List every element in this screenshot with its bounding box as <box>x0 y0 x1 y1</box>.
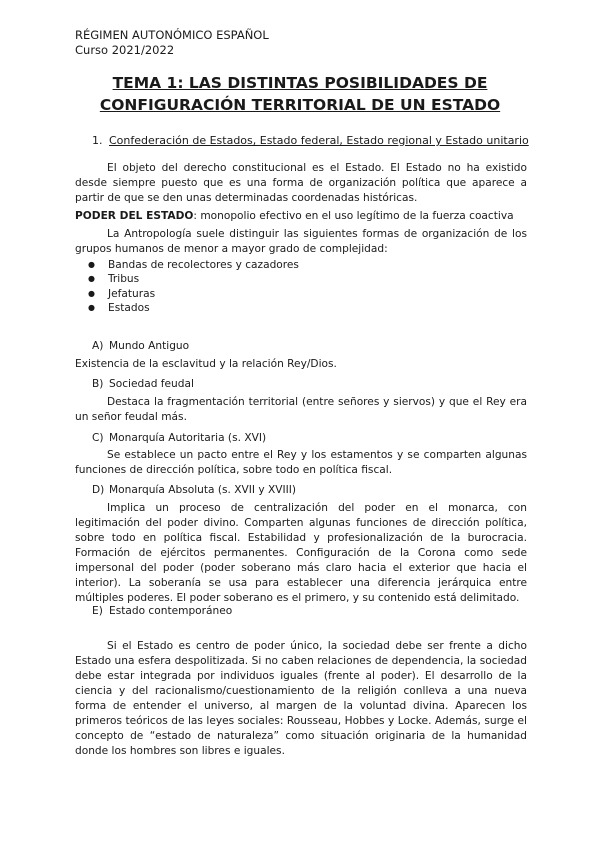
subsection-d-text: Implica un proceso de centralización del poder en el monarca, con legitimación del poder divino. Comparten algunas funciones de dirección política, sobre todo en política fiscal. Estabilidad y profesionalización de la burocracia. Formación de ejércitos permanentes. Configuración de la Corona como sede impersonal del poder (poder soberano más claro hacia el exterior que hacia el interior). La soberanía se usa para establecer una diferencia jerárquica entre múltiples poderes. El poder soberano es el primero, y su contenido está delimitado. <box>75 502 527 604</box>
header-course-year: Curso 2021/2022 <box>75 43 175 57</box>
subsection-a-text: Existencia de la esclavitud y la relación Rey/Dios. <box>75 358 337 370</box>
subsection-c-text: Se establece un pacto entre el Rey y los estamentos y se comparten algunas funciones de dirección política, sobre todo en política fiscal. <box>75 449 527 476</box>
list-item: ● Estados <box>88 301 150 314</box>
subsection-a-heading: A) Mundo Antiguo <box>92 340 190 352</box>
poder-text: : monopolio efectivo en el uso legítimo de la fuerza coactiva <box>193 210 514 222</box>
poder-label: PODER DEL ESTADO <box>75 210 194 222</box>
list-item: ● Tribus <box>88 273 140 286</box>
subsection-e-heading: E) Estado contemporáneo <box>92 605 233 617</box>
section-heading <box>92 134 529 147</box>
bullet-icon: ● <box>88 288 95 298</box>
bullet-icon: ● <box>88 274 95 284</box>
bullet-icon: ● <box>88 302 95 312</box>
subsection-b-heading: B) Sociedad feudal <box>92 378 194 390</box>
subsection-e-text: Si el Estado es centro de poder único, la sociedad debe ser frente a dicho Estado una esfera despolitizada. Si no caben relaciones de dependencia, la sociedad debe estar integrada por individuos iguales (frente al poder). El desarrollo de la ciencia y del racionalismo/cuestionamiento de la religión conlleva a una nueva forma de entender el universo, al margen de la voluntad divina. Aparecen los primeros teóricos de las leyes sociales: Rousseau, Hobbes y Locke. Además, surge el concepto de “estado de naturaleza” como situación originaria de la humanidad donde los hombres son libres e iguales. <box>75 640 527 757</box>
title-line-1: TEMA 1: LAS DISTINTAS POSIBILIDADES DE <box>112 74 488 92</box>
section-number: 1. <box>92 134 103 147</box>
subsection-d-heading: D) Monarquía Absoluta (s. XVII y XVIII) <box>92 484 297 496</box>
paragraph-intro: El objeto del derecho constitucional es el Estado. El Estado no ha existido desde siempre puesto que es una forma de organización política que aparece a partir de que se den unas determinadas coordenadas históricas. <box>75 162 527 204</box>
organization-list <box>88 258 299 315</box>
paragraph-antropologia: La Antropología suele distinguir las siguientes formas de organización de los grupos humanos de menor a mayor grado de complejidad: <box>75 228 527 255</box>
header-course-name: RÉGIMEN AUTONÓMICO ESPAÑOL <box>75 28 269 42</box>
list-item: ● Jefaturas <box>88 287 156 300</box>
subsection-b-text: Destaca la fragmentación territorial (entre señores y siervos) y que el Rey era un señor feudal más. <box>75 396 527 423</box>
list-item: ● Bandas de recolectores y cazadores <box>88 259 299 271</box>
poder-definition <box>75 209 527 224</box>
bullet-icon: ● <box>88 260 95 269</box>
section-title: Confederación de Estados, Estado federal, Estado regional y Estado unitario <box>109 134 529 147</box>
title-line-2: CONFIGURACIÓN TERRITORIAL DE UN ESTADO <box>99 96 501 114</box>
subsection-c-heading: C) Monarquía Autoritaria (s. XVI) <box>92 432 267 444</box>
